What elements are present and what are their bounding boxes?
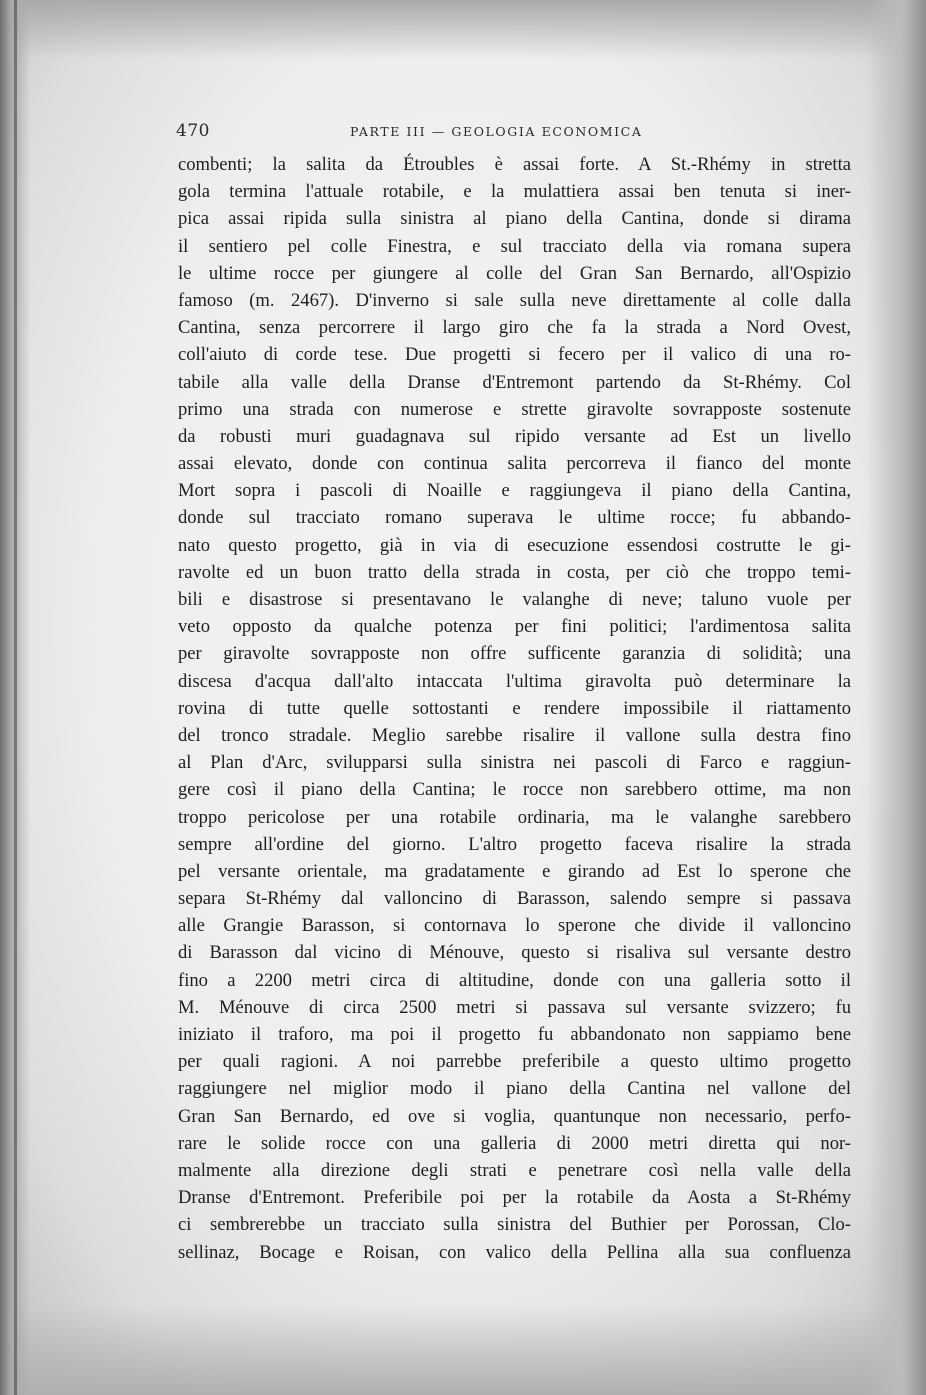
text-line: rare le solide rocce con una galleria di 2000 metri diretta qui nor- [178,1132,851,1154]
text-line: al Plan d'Arc, svilupparsi sulla sinistra nei pascoli di Farco e raggiun- [178,752,851,774]
text-line: veto opposto da qualche potenza per fini politici; l'ardimentosa salita [178,616,851,638]
text-line: sellinaz, Bocage e Roisan, con valico della Pellina alla sua confluenza [178,1241,851,1263]
text-line: Mort sopra i pascoli di Noaille e raggiungeva il piano della Cantina, [178,480,851,502]
text-line: gere così il piano della Cantina; le rocce non sarebbero ottime, ma non [178,779,851,801]
text-line: Gran San Bernardo, ed ove si voglia, quantunque non necessario, perfo- [178,1105,851,1127]
text-line: ci sembrerebbe un tracciato sulla sinistra del Buthier per Porossan, Clo- [178,1214,851,1236]
text-line: donde sul tracciato romano superava le ultime rocce; fu abbando- [178,507,851,529]
text-line: combenti; la salita da Étroubles è assai forte. A St.-Rhémy in stretta [178,154,851,175]
text-line: fino a 2200 metri circa di altitudine, donde con una galleria sotto il [178,969,851,991]
text-line: il sentiero pel colle Finestra, e sul tracciato della via romana supera [178,235,851,257]
text-line: alle Grangie Barasson, si contornava lo sperone che divide il valloncino [178,915,851,937]
text-line: discesa d'acqua dall'alto intaccata l'ultima giravolta può determinare la [178,670,851,692]
text-line: bili e disastrose si presentavano le valanghe di neve; taluno vuole per [178,589,851,610]
text-line: del tronco stradale. Meglio sarebbe risalire il vallone sulla destra fino [178,724,851,746]
binding-line [14,0,17,1395]
text-line: ravolte ed un buon tratto della strada in costa, per ciò che troppo temi- [178,561,851,583]
text-line: nato questo progetto, già in via di esecuzione essendosi costrutte le gi- [178,534,851,556]
text-line: separa St-Rhémy dal valloncino di Barasson, salendo sempre si passava [178,888,851,910]
text-line: rovina di tutte quelle sottostanti e rendere impossibile il riattamento [178,697,851,719]
text-line: gola termina l'attuale rotabile, e la mulattiera assai ben tenuta si iner- [178,181,851,203]
text-line: le ultime rocce per giungere al colle del Gran San Bernardo, all'Ospizio [178,262,851,284]
text-line: coll'aiuto di corde tese. Due progetti si fecero per il valico di una ro- [178,344,851,366]
text-line: troppo pericolose per una rotabile ordinaria, ma le valanghe sarebbero [178,806,851,828]
body-text [178,151,851,1266]
text-line: pel versante orientale, ma gradatamente e girando ad Est lo sperone che [178,860,851,882]
text-line: di Barasson dal vicino di Ménouve, questo si risaliva sul versante destro [178,942,851,964]
text-line: tabile alla valle della Dranse d'Entremont partendo da St-Rhémy. Col [178,371,851,393]
page-right-shadow [866,0,926,1395]
text-line: sempre all'ordine del giorno. L'altro progetto faceva risalire la strada [178,833,851,855]
page-header [176,121,850,151]
text-line: pica assai ripida sulla sinistra al piano della Cantina, donde si dirama [178,208,851,230]
page-number: 470 [176,121,210,141]
text-line: da robusti muri guadagnava sul ripido versante ad Est un livello [178,425,851,447]
text-line: malmente alla direzione degli strati e penetrare così nella valle della [178,1159,851,1181]
page-top-shadow [0,0,926,60]
text-line: iniziato il traforo, ma poi il progetto fu abbandonato non sappiamo bene [178,1024,851,1045]
text-line: per quali ragioni. A noi parrebbe preferibile a questo ultimo progetto [178,1051,851,1073]
text-line: Cantina, senza percorrere il largo giro che fa la strada a Nord Ovest, [178,317,851,339]
running-head: PARTE III — GEOLOGIA ECONOMICA [350,124,643,139]
text-line: per giravolte sovrapposte non offre sufficente garanzia di solidità; una [178,643,851,665]
text-line: assai elevato, donde con continua salita percorreva il fianco del monte [178,453,851,475]
text-line: M. Ménouve di circa 2500 metri si passava sul versante svizzero; fu [178,996,851,1018]
text-line: raggiungere nel miglior modo il piano della Cantina nel vallone del [178,1078,851,1100]
page-bottom-shadow [0,1305,926,1395]
text-line: Dranse d'Entremont. Preferibile poi per la rotabile da Aosta a St-Rhémy [178,1187,851,1209]
text-line: primo una strada con numerose e strette giravolte sovrapposte sostenute [178,398,851,420]
text-line: famoso (m. 2467). D'inverno si sale sulla neve direttamente al colle dalla [178,289,851,311]
